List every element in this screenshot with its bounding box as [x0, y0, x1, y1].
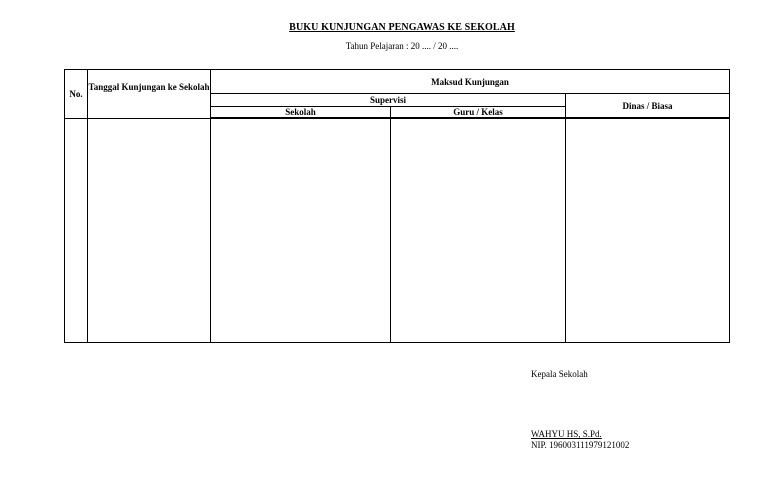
- cell-no[interactable]: [65, 118, 88, 343]
- signature-role: Kepala Sekolah: [531, 369, 588, 379]
- document-title: BUKU KUNJUNGAN PENGAWAS KE SEKOLAH: [289, 22, 515, 33]
- header-teacher-class: Guru / Kelas: [391, 107, 566, 119]
- header-school: Sekolah: [211, 107, 391, 119]
- visit-log-table: [64, 69, 730, 343]
- table-row: [65, 118, 730, 343]
- cell-teacher-class[interactable]: [391, 118, 566, 343]
- signature-nip: NIP. 196003111979121002: [531, 440, 630, 450]
- signature-name: WAHYU HS, S.Pd.: [531, 429, 602, 439]
- header-no: No.: [65, 70, 88, 119]
- header-official-regular: Dinas / Biasa: [566, 94, 730, 119]
- header-supervision: Supervisi: [211, 94, 566, 107]
- cell-visit-date[interactable]: [88, 118, 211, 343]
- signature-block: [531, 369, 629, 451]
- header-visit-date: Tanggal Kunjungan ke Sekolah: [88, 70, 211, 119]
- header-visit-purpose: Maksud Kunjungan: [211, 70, 730, 94]
- cell-school[interactable]: [211, 118, 391, 343]
- cell-official-regular[interactable]: [566, 118, 730, 343]
- document-subtitle: Tahun Pelajaran : 20 .... / 20 ....: [345, 41, 459, 51]
